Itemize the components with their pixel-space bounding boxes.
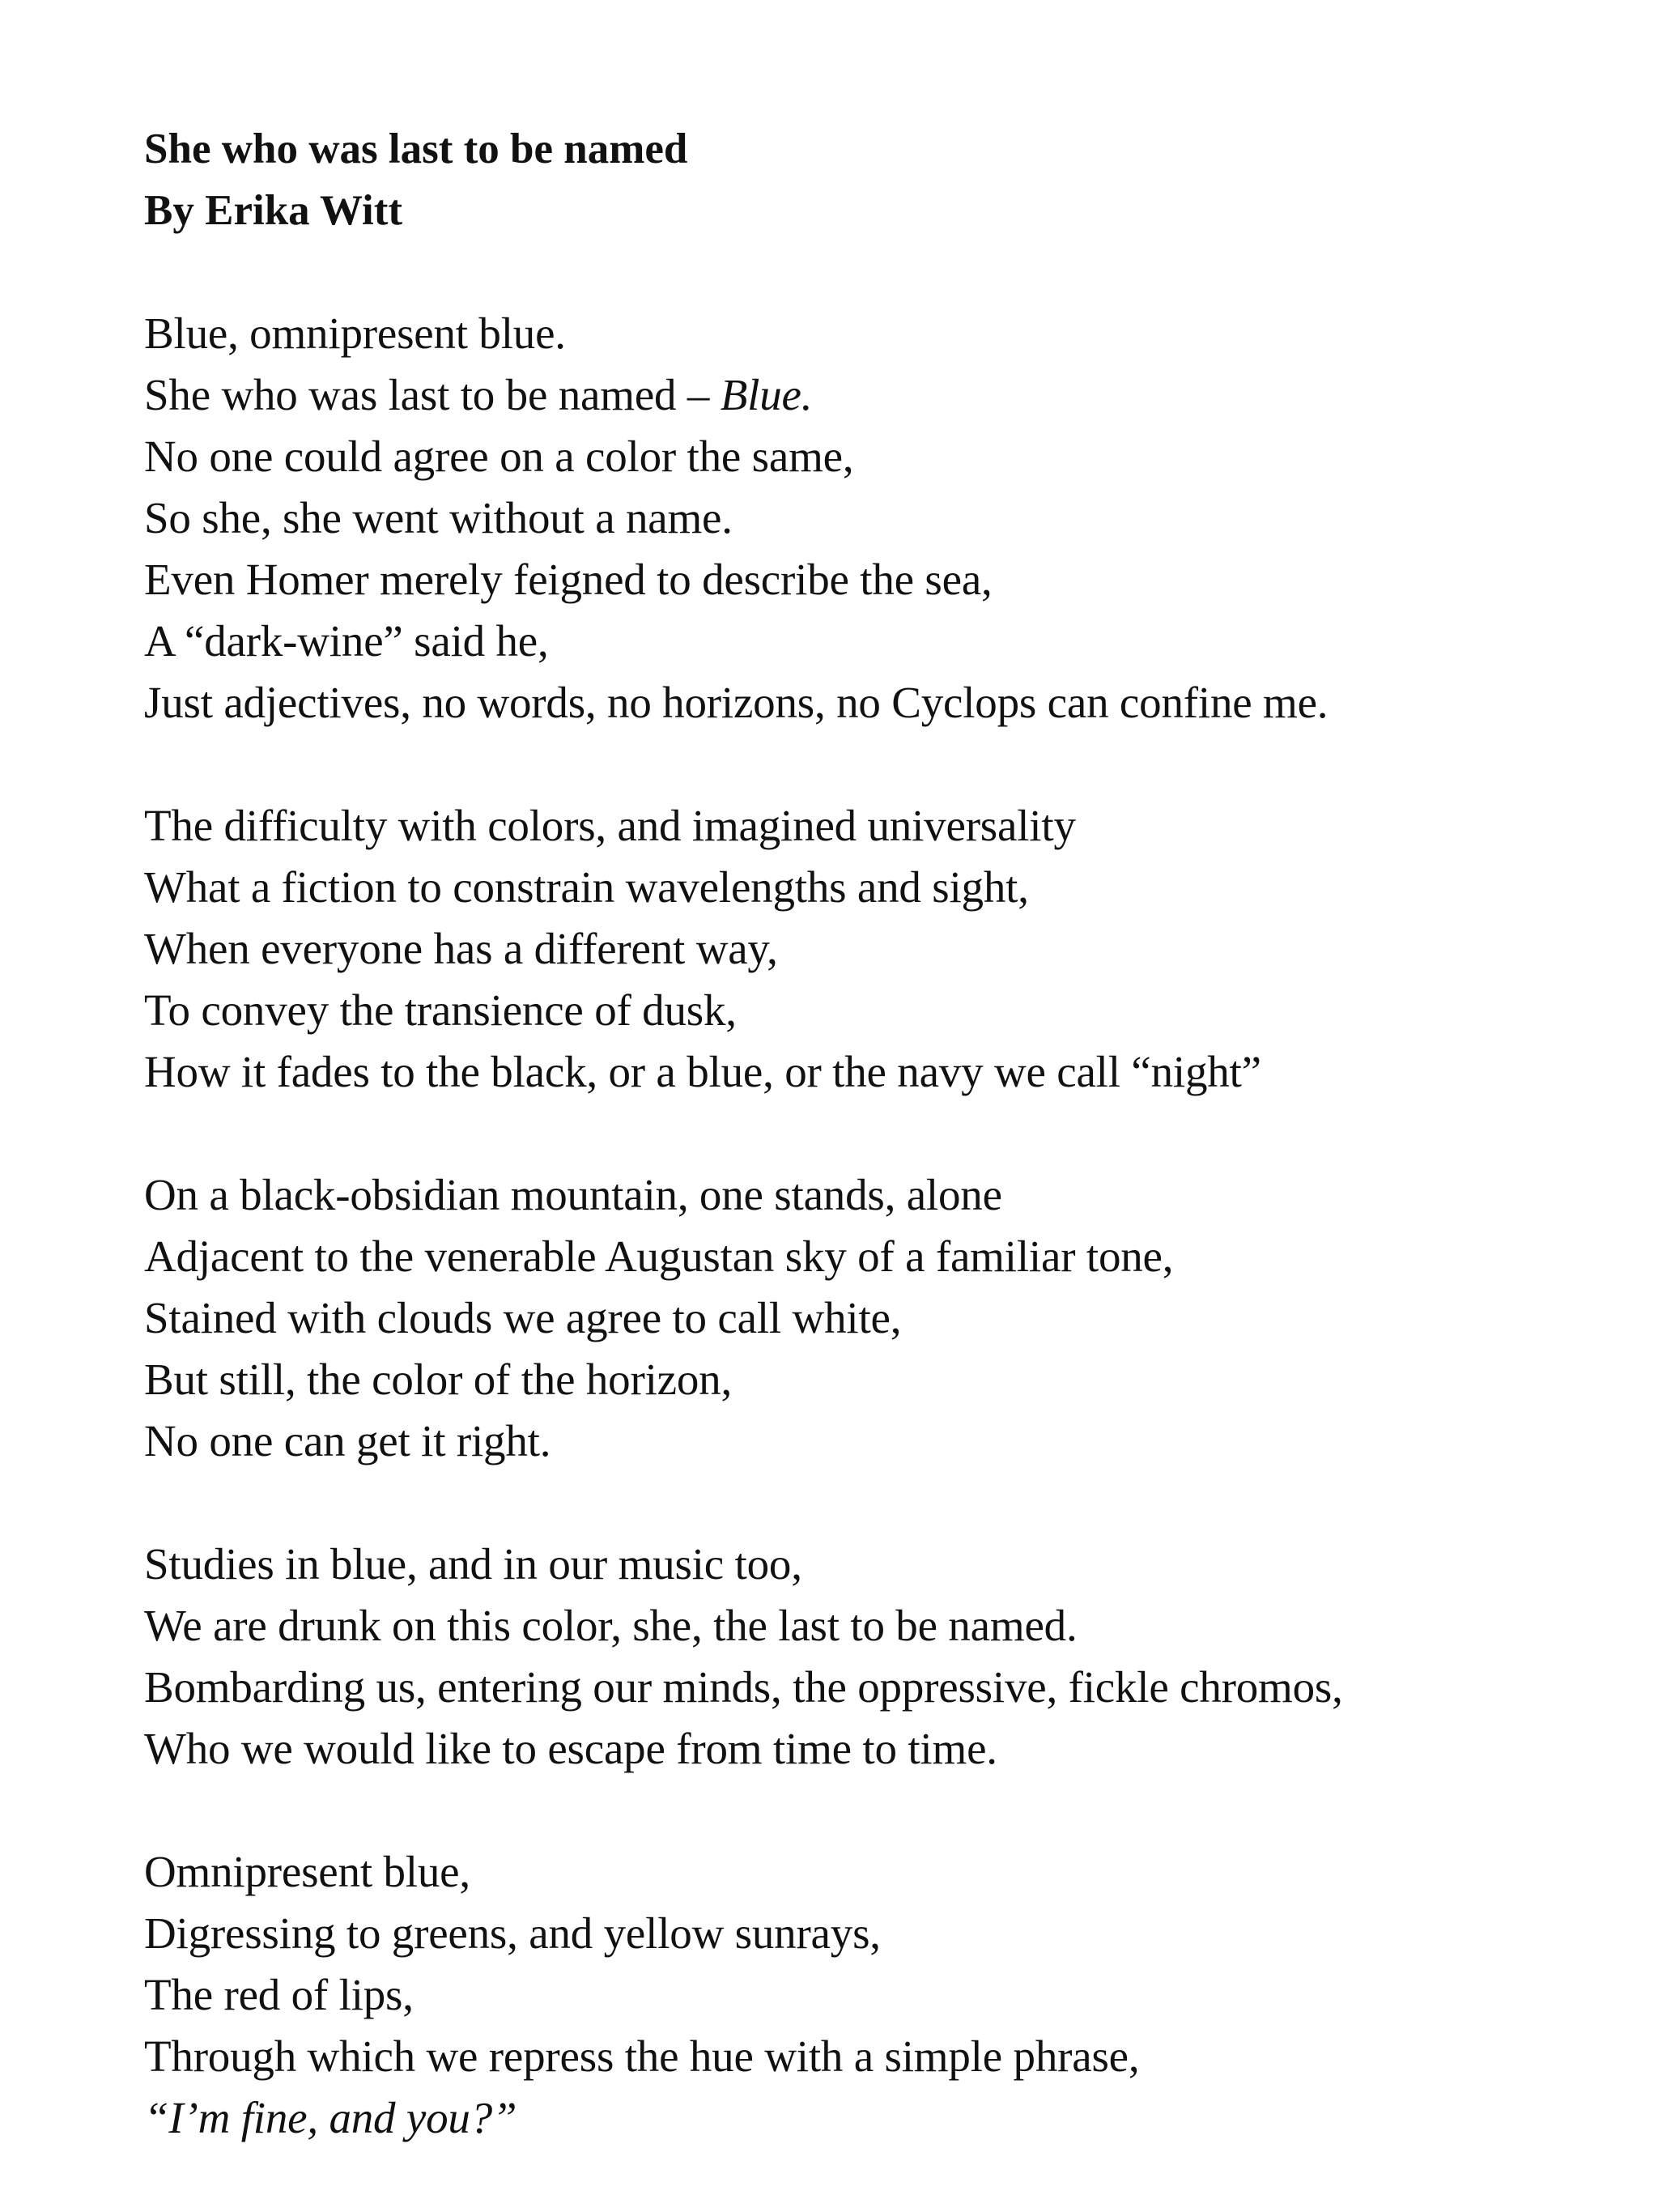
poem-line: The difficulty with colors, and imagined universality <box>144 801 1076 850</box>
poem-line: On a black-obsidian mountain, one stands, alone <box>144 1170 1002 1219</box>
poem-line: Digressing to greens, and yellow sunrays, <box>144 1908 881 1958</box>
poem-line: But still, the color of the horizon, <box>144 1355 733 1404</box>
poem-line: What a fiction to constrain wavelengths and sight, <box>144 862 1029 912</box>
italic-word-blue: Blue. <box>720 370 813 419</box>
poem <box>144 118 1634 2210</box>
poem-header <box>144 118 1634 241</box>
poem-line: Who we would like to escape from time to time. <box>144 1724 997 1773</box>
poem-line: We are drunk on this color, she, the last to be named. <box>144 1601 1078 1650</box>
poem-line: The red of lips, <box>144 1970 414 2019</box>
poem-line: No one can get it right. <box>144 1416 551 1465</box>
poem-line: Through which we repress the hue with a simple phrase, <box>144 2031 1140 2081</box>
poem-line: A “dark-wine” said he, <box>144 616 549 666</box>
poem-line: To convey the transience of dusk, <box>144 985 737 1035</box>
poem-line: How it fades to the black, or a blue, or the navy we call “night” <box>144 1047 1261 1096</box>
closing-quote: “I’m fine, and you?” <box>144 2093 517 2142</box>
poem-line: Omnipresent blue, <box>144 1847 470 1896</box>
poem-line <box>144 364 1634 426</box>
poem-line: No one could agree on a color the same, <box>144 432 854 481</box>
poem-line: Adjacent to the venerable Augustan sky of a familiar tone, <box>144 1231 1174 1281</box>
poem-line: Even Homer merely feigned to describe the sea, <box>144 555 993 604</box>
poem-line-text: She who was last to be named – <box>144 370 721 419</box>
poem-line: So she, she went without a name. <box>144 493 733 542</box>
stanza-2 <box>144 795 1634 1103</box>
poem-line: Studies in blue, and in our music too, <box>144 1539 802 1589</box>
poem-line: Stained with clouds we agree to call white, <box>144 1293 902 1342</box>
poem-line: When everyone has a different way, <box>144 924 778 973</box>
poem-line: Just adjectives, no words, no horizons, no Cyclops can confine me. <box>144 678 1329 727</box>
poem-title: She who was last to be named <box>144 125 688 172</box>
stanza-5 <box>144 1841 1634 2149</box>
poem-byline: By Erika Witt <box>144 187 403 234</box>
stanza-1 <box>144 303 1634 734</box>
stanza-4 <box>144 1534 1634 1780</box>
poem-line: Bombarding us, entering our minds, the oppressive, fickle chromos, <box>144 1662 1343 1712</box>
stanza-3 <box>144 1164 1634 1472</box>
poem-line: Blue, omnipresent blue. <box>144 308 566 358</box>
